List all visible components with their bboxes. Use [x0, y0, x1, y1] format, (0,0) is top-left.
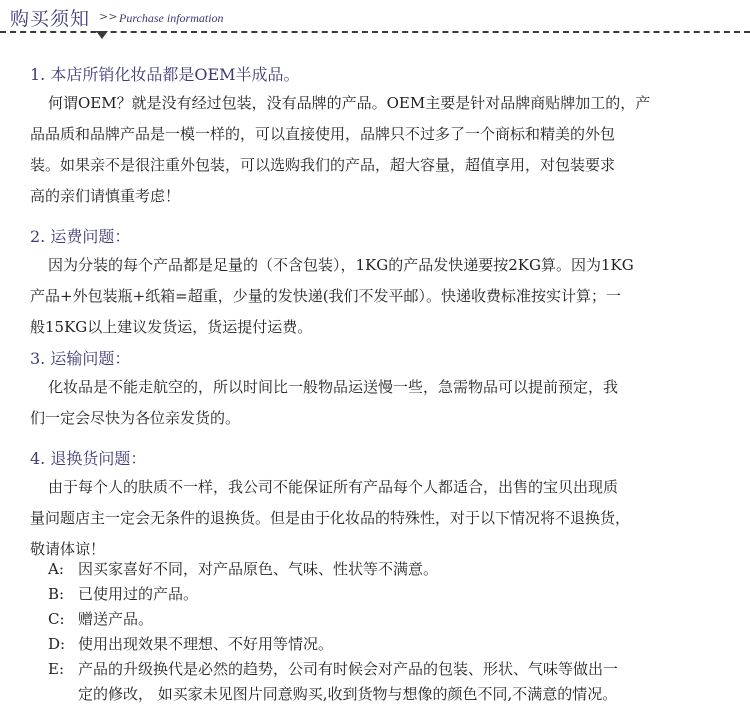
section-body	[30, 372, 730, 434]
list-item-text: 已使用过的产品。	[78, 585, 199, 603]
body-line: 敬请体谅！	[30, 540, 106, 558]
section-heading: 1. 本店所销化妆品都是OEM半成品。	[30, 65, 300, 84]
list-item-text: 使用出现效果不理想、不好用等情况。	[78, 635, 334, 653]
list-item-text: 因买家喜好不同，对产品原色、气味、性状等不满意。	[78, 560, 439, 578]
section-heading: 3. 运输问题：	[30, 349, 131, 368]
list-item	[48, 607, 738, 632]
header-title: 购买须知	[10, 8, 91, 30]
section-body	[30, 250, 730, 343]
list-item-text-continued: 定的修改， 如买家未见图片同意购买,收到货物与想像的颜色不同,不满意的情况。	[78, 685, 618, 703]
body-line: 由于每个人的肤质不一样，我公司不能保证所有产品每个人都适合，出售的宝贝出现质	[48, 478, 619, 496]
body-line: 般15KG以上建议发货运，货运提付运费。	[30, 318, 313, 336]
header-subtitle: Purchase information	[119, 11, 224, 25]
list-item	[48, 582, 738, 607]
list-item-key: D:	[48, 635, 66, 653]
list-item-key: B:	[48, 585, 65, 603]
section-header	[0, 0, 750, 40]
body-line: 高的亲们请慎重考虑！	[30, 187, 181, 205]
section-heading: 2. 运费问题：	[30, 227, 131, 246]
body-line: 化妆品是不能走航空的，所以时间比一般物品运送慢一些，急需物品可以提前预定，我	[48, 378, 619, 396]
section-body	[30, 88, 730, 212]
triangle-marker-icon	[96, 31, 108, 39]
list-item	[48, 557, 738, 582]
body-line: 何谓OEM？就是没有经过包装，没有品牌的产品。OEM主要是针对品牌商贴牌加工的，产	[48, 94, 651, 112]
list-item	[48, 657, 738, 707]
list-item-text: 产品的升级换代是必然的趋势，公司有时候会对产品的包装、形状、气味等做出一	[78, 660, 619, 678]
section-body	[30, 472, 730, 565]
body-line: 装。如果亲不是很注重外包装，可以选购我们的产品，超大容量，超值享用，对包装要求	[30, 156, 616, 174]
list-item	[48, 632, 738, 657]
body-line: 量问题店主一定会无条件的退换货。但是由于化妆品的特殊性，对于以下情况将不退换货，	[30, 509, 631, 527]
return-exceptions-list	[48, 557, 738, 707]
dashed-divider	[0, 31, 750, 33]
list-item-key: C:	[48, 610, 65, 628]
list-item-key: E:	[48, 660, 65, 678]
list-item-text: 赠送产品。	[78, 610, 154, 628]
body-line: 品品质和品牌产品是一模一样的，可以直接使用，品牌只不过多了一个商标和精美的外包	[30, 125, 616, 143]
section-heading: 4. 退换货问题：	[30, 449, 147, 468]
body-line: 因为分装的每个产品都是足量的（不含包装），1KG的产品发快递要按2KG算。因为1KG	[48, 256, 634, 274]
body-line: 们一定会尽快为各位亲发货的。	[30, 409, 241, 427]
list-item-key: A:	[48, 560, 64, 578]
header-arrows: >>	[99, 10, 118, 23]
body-line: 产品+外包装瓶+纸箱=超重，少量的发快递(我们不发平邮）。快递收费标准按实计算；一	[30, 287, 622, 305]
